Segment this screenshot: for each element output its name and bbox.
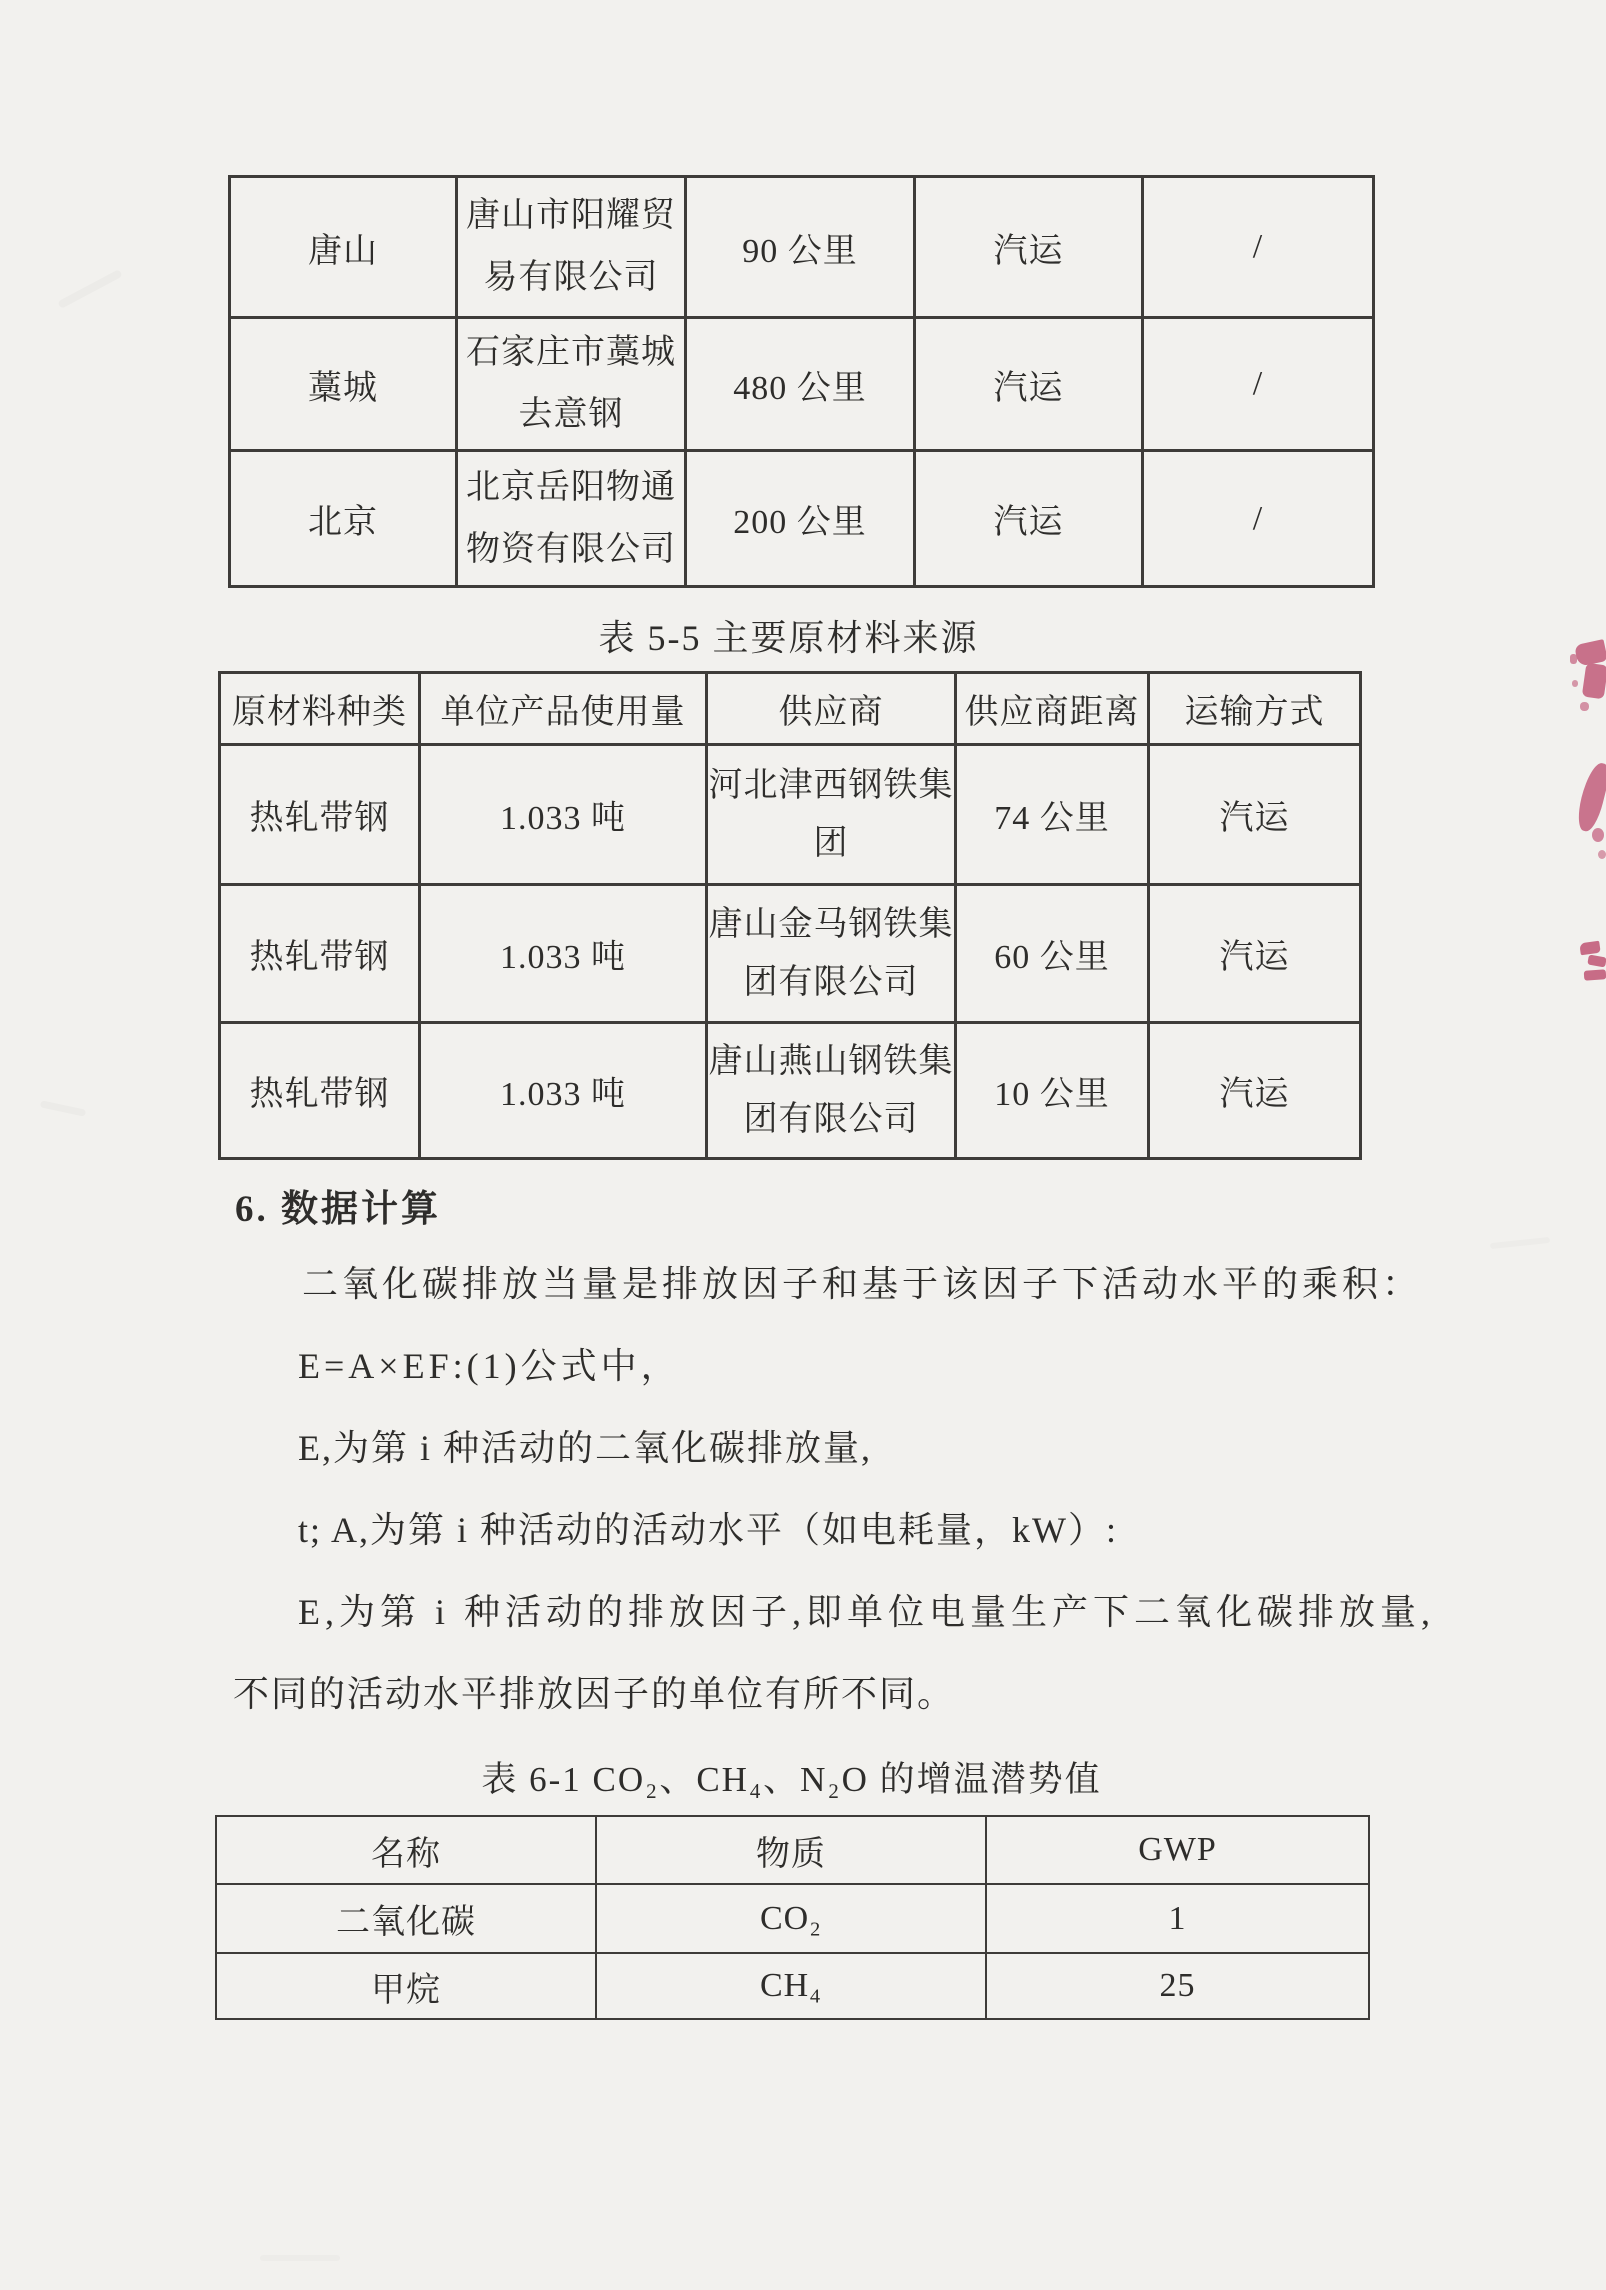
cell-origin: 北京 [230, 451, 457, 587]
table-6-1-caption: 表 6-1 CO₂、CH₄、N₂O 的增温潜势值 [481, 1760, 1102, 1799]
cell-origin: 藁城 [230, 318, 457, 451]
supplier-name-line: 唐山燕山钢铁集 [708, 1042, 954, 1080]
cell-supplier [707, 745, 956, 885]
stamp-mark [1580, 938, 1606, 986]
body-line: t; A,为第 i 种活动的活动水平（如电耗量，kW）: [298, 1510, 1118, 1550]
cell-material: 热轧带钢 [220, 745, 420, 885]
header-supplier-distance: 供应商距离 [956, 673, 1149, 745]
cell-supplier [707, 1023, 956, 1159]
cell-distance: 90 公里 [686, 177, 915, 318]
stamp-mark [1576, 762, 1606, 866]
table-row [230, 177, 1374, 318]
table-5-5-caption: 表 5-5 主要原材料来源 [598, 618, 979, 658]
header-transport-mode: 运输方式 [1149, 673, 1361, 745]
table-row [220, 745, 1361, 885]
cell-material: 热轧带钢 [220, 1023, 420, 1159]
cell-usage: 1.033 吨 [420, 745, 707, 885]
header-material-type: 原材料种类 [220, 673, 420, 745]
cell-transport: 汽运 [1149, 885, 1361, 1023]
cell-substance: CH₄ [596, 1953, 986, 2019]
header-gwp: GWP [986, 1816, 1369, 1884]
stamp-mark [1570, 640, 1606, 725]
cell-origin: 唐山 [230, 177, 457, 318]
section-heading: 6. 数据计算 [235, 1189, 441, 1230]
supplier-name-line: 石家庄市藁城 [466, 334, 676, 371]
supplier-name-line: 北京岳阳物通 [466, 468, 676, 506]
cell-transport: 汽运 [915, 451, 1143, 587]
cell-distance: 10 公里 [956, 1023, 1149, 1159]
cell-substance: CO₂ [596, 1884, 986, 1953]
header-unit-usage: 单位产品使用量 [420, 673, 707, 745]
cell-distance: 60 公里 [956, 885, 1149, 1023]
body-line: E=A×EF:(1)公式中， [298, 1346, 681, 1386]
table-row [216, 1884, 1369, 1953]
supplier-name-line: 易有限公司 [483, 259, 659, 296]
cell-distance: 480 公里 [686, 318, 915, 451]
cell-material: 热轧带钢 [220, 885, 420, 1023]
cell-distance: 200 公里 [686, 451, 915, 587]
cell-note: / [1143, 177, 1374, 318]
supplier-name-line: 团有限公司 [743, 1100, 919, 1138]
scan-smudge [57, 269, 123, 309]
supplier-name-line: 团有限公司 [743, 963, 919, 1001]
cell-note: / [1143, 318, 1374, 451]
header-substance: 物质 [596, 1816, 986, 1884]
cell-note: / [1143, 451, 1374, 587]
cell-name: 甲烷 [216, 1953, 596, 2019]
scan-smudge [260, 2255, 340, 2261]
table-row [216, 1953, 1369, 2019]
raw-material-source-table [218, 671, 1362, 1160]
body-line: 不同的活动水平排放因子的单位有所不同。 [233, 1674, 956, 1714]
cell-transport: 汽运 [1149, 745, 1361, 885]
supplier-name-line: 唐山市阳耀贸 [466, 197, 676, 234]
body-line: 二氧化碳排放当量是排放因子和基于该因子下活动水平的乘积： [302, 1264, 1423, 1304]
supplier-name-line: 物资有限公司 [466, 530, 676, 568]
table-header-row [220, 673, 1361, 745]
gwp-table [215, 1815, 1370, 2020]
cell-gwp: 25 [986, 1953, 1369, 2019]
supplier-name-line: 河北津西钢铁集 [708, 766, 954, 804]
header-name: 名称 [216, 1816, 596, 1884]
body-line: E,为第 i 种活动的排放因子,即单位电量生产下二氧化碳排放量, [298, 1592, 1435, 1632]
cell-usage: 1.033 吨 [420, 885, 707, 1023]
cell-supplier [707, 885, 956, 1023]
table-row [220, 885, 1361, 1023]
supplier-origin-table [228, 175, 1375, 588]
cell-transport: 汽运 [1149, 1023, 1361, 1159]
table-row [230, 318, 1374, 451]
table-header-row [216, 1816, 1369, 1884]
supplier-name-line: 团 [813, 824, 849, 862]
scan-smudge [40, 1100, 86, 1116]
table-row [230, 451, 1374, 587]
cell-supplier [457, 451, 686, 587]
header-supplier: 供应商 [707, 673, 956, 745]
cell-transport: 汽运 [915, 318, 1143, 451]
cell-supplier [457, 177, 686, 318]
scan-smudge [1490, 1237, 1550, 1249]
supplier-name-line: 去意钢 [518, 396, 624, 433]
table-row [220, 1023, 1361, 1159]
supplier-name-line: 唐山金马钢铁集 [708, 905, 954, 943]
cell-distance: 74 公里 [956, 745, 1149, 885]
cell-gwp: 1 [986, 1884, 1369, 1953]
body-line: E,为第 i 种活动的二氧化碳排放量, [298, 1428, 872, 1468]
cell-transport: 汽运 [915, 177, 1143, 318]
cell-usage: 1.033 吨 [420, 1023, 707, 1159]
cell-supplier [457, 318, 686, 451]
cell-name: 二氧化碳 [216, 1884, 596, 1953]
